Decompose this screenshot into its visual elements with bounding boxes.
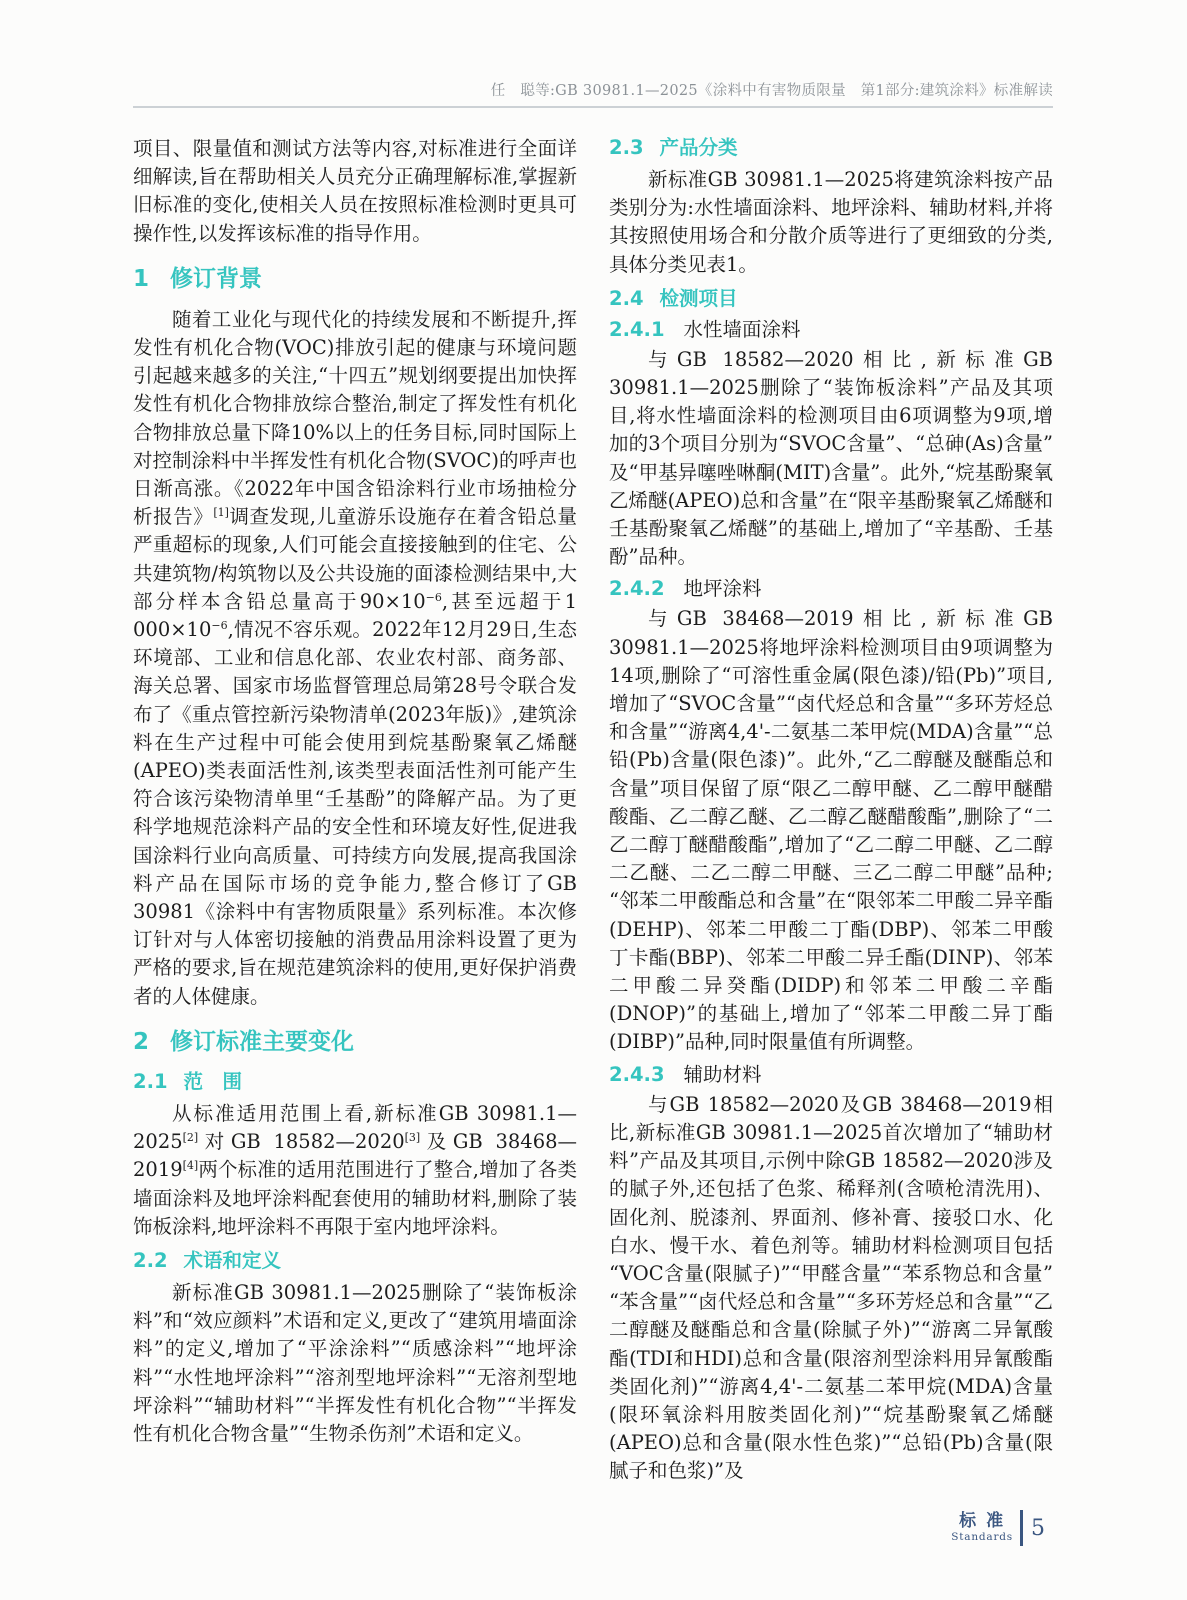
paragraph-text: 随着工业化与现代化的持续发展和不断提升,挥发性有机化合物(VOC)排放引起的健康与环境问题引起越来越多的关注,“十四五”规划纲要提出加快挥发性有机化合物排放综合整治,制定了挥发性有机化合物排放总量下降10%以上的任务目标,同时国际上对控制涂料中半挥发性有机化合物(SVOC)的呼声也日渐高涨。《2022年中国含铅涂料行业市场抽检分析报告》	[133, 307, 577, 529]
section-2-2-number: 2.2	[133, 1248, 168, 1272]
paragraph-text: ,甚至远超于1 000×10	[133, 589, 577, 642]
journal-name-cn: 标 准	[959, 1511, 1006, 1531]
exponent: −6	[211, 619, 228, 633]
section-2-1-heading	[133, 1069, 577, 1095]
section-1-number: 1	[133, 265, 150, 292]
section-2-4-2-title: 地坪涂料	[683, 577, 762, 601]
section-2-title: 修订标准主要变化	[170, 1028, 355, 1055]
paragraph-text: 两个标准的适用范围进行了整合,增加了各类墙面涂料及地坪涂料配套使用的辅助材料,删除了装饰板涂料,地坪涂料不再限于室内地坪涂料。	[133, 1158, 577, 1238]
paragraph-text: ,情况不容乐观。2022年12月29日,生态环境部、工业和信息化部、农业农村部、商务部、海关总署、国家市场监督管理总局第28号令联合发布了《重点管控新污染物清单(2023年版)》,建筑涂料在生产过程中可能会使用到烷基酚聚氧乙烯醚(APEO)类表面活性剂,该类型表面活性剂可能产生符合该污染物清单里“壬基酚”的降解产品。为了更科学地规范涂料产品的安全性和环境友好性,促进我国涂料行业向高质量、可持续方向发展,提高我国涂料产品在国际市场的竞争能力,整合修订了GB 30981《涂料中有害物质限量》系列标准。本次修订针对与人体密切接触的消费品用涂料设置了更为严格的要求,旨在规范建筑涂料的使用,更好保护消费者的人体健康。	[133, 618, 577, 1008]
paragraph-text: 对GB 18582—2020	[198, 1130, 405, 1154]
section-2-4-3-paragraph: 与GB 18582—2020及GB 38468—2019相比,新标准GB 30981.1—2025首次增加了“辅助材料”产品及其项目,示例中除GB 18582—2020涉及的腻子外,还包括了色浆、稀释剂(含喷枪清洗用)、固化剂、脱漆剂、界面剂、修补膏、接驳口水、化白水、慢干水、着色剂等。辅助材料检测项目包括“VOC含量(限腻子)”“甲醛含量”“苯系物总和含量”“苯含量”“卤代烃总和含量”“多环芳烃总和含量”“乙二醇醚及醚酯总和含量(除腻子外)”“游离二异氰酸酯(TDI和HDI)总和含量(限溶剂型涂料用异氰酸酯类固化剂)”“游离4,4'-二氨基二苯甲烷(MDA)含量(限环氧涂料用胺类固化剂)”“烷基酚聚氧乙烯醚(APEO)总和含量(限水性色浆)”“总铅(Pb)含量(限腻子和色浆)”及	[609, 1092, 1053, 1483]
exponent: −6	[425, 590, 442, 604]
journal-name-en: Standards	[951, 1531, 1013, 1543]
section-2-2-paragraph: 新标准GB 30981.1—2025删除了“装饰板涂料”和“效应颜料”术语和定义,更改了“建筑用墙面涂料”的定义,增加了“平涂涂料”“质感涂料”“地坪涂料”“水性地坪涂料”“溶剂型地坪涂料”“无溶剂型地坪涂料”“辅助材料”“半挥发性有机化合物”“半挥发性有机化合物含量”“生物杀伤剂”术语和定义。	[133, 1280, 577, 1445]
paragraph-text: 从标准适用范围上看,新标准GB 30981.1—2025	[133, 1101, 577, 1154]
section-1-title: 修订背景	[170, 265, 263, 292]
section-2-4-2-heading	[609, 576, 1053, 602]
section-2-3-number: 2.3	[609, 136, 644, 159]
citation-ref-4: [4]	[182, 1159, 199, 1173]
section-2-number: 2	[133, 1028, 150, 1055]
section-2-4-2-number: 2.4.2	[609, 577, 665, 601]
journal-mark	[951, 1512, 1013, 1544]
left-column	[133, 135, 577, 1448]
section-1-paragraph	[133, 306, 577, 1011]
right-column	[609, 135, 1053, 1486]
section-2-3-heading	[609, 135, 1053, 161]
section-2-4-3-title: 辅助材料	[683, 1062, 762, 1086]
section-2-1-title: 范 围	[183, 1069, 243, 1093]
citation-ref-3: [3]	[404, 1131, 421, 1145]
paragraph-text: 调查发现,儿童游乐设施存在着含铅总量严重超标的现象,人们可能会直接接触到的住宅、公共建筑物/构筑物以及公共设施的面漆检测结果中,大部分样本含铅总量高于90×10	[133, 505, 577, 613]
section-2-4-number: 2.4	[609, 286, 644, 310]
section-2-3-title: 产品分类	[659, 136, 738, 159]
section-2-4-title: 检测项目	[659, 286, 738, 310]
paragraph-text: 及GB 38468—2019	[133, 1130, 578, 1182]
section-2-4-1-paragraph: 与GB 18582—2020相比,新标准GB 30981.1—2025删除了“装饰板涂料”产品及其项目,将水性墙面涂料的检测项目由6项调整为9项,增加的3个项目分别为“SVOC含量”、“总砷(As)含量”及“甲基异噻唑啉酮(MIT)含量”。此外,“烷基酚聚氧乙烯醚(APEO)总和含量”在“限辛基酚聚氧乙烯醚和壬基酚聚氧乙烯醚”的基础上,增加了“辛基酚、壬基酚”品种。	[609, 347, 1053, 569]
section-2-4-heading	[609, 286, 1053, 312]
section-2-4-1-title: 水性墙面涂料	[683, 317, 801, 341]
section-2-4-1-number: 2.4.1	[609, 317, 665, 341]
citation-ref-1: [1]	[213, 506, 229, 520]
section-2-4-1-heading	[609, 317, 1053, 343]
header-rule	[133, 106, 1053, 108]
section-2-4-3-number: 2.4.3	[609, 1062, 665, 1086]
page-footer	[951, 1510, 1045, 1546]
footer-divider	[1020, 1510, 1023, 1546]
section-2-4-3-heading	[609, 1062, 1053, 1088]
section-2-3-paragraph: 新标准GB 30981.1—2025将建筑涂料按产品类别分为:水性墙面涂料、地坪涂料、辅助材料,并将其按照使用场合和分散介质等进行了更细致的分类,具体分类见表1。	[609, 168, 1053, 276]
section-2-2-heading	[133, 1248, 577, 1274]
section-2-1-paragraph	[133, 1100, 577, 1241]
running-header: 任 聪等:GB 30981.1—2025《涂料中有害物质限量 第1部分:建筑涂料》标准解读	[490, 83, 1053, 99]
section-2-heading	[133, 1027, 577, 1057]
section-2-2-title: 术语和定义	[183, 1248, 282, 1272]
intro-paragraph: 项目、限量值和测试方法等内容,对标准进行全面详细解读,旨在帮助相关人员充分正确理解标准,掌握新旧标准的变化,使相关人员在按照标准检测时更具可操作性,以发挥该标准的指导作用。	[133, 137, 577, 245]
page-number: 5	[1031, 1515, 1045, 1541]
section-2-1-number: 2.1	[133, 1069, 168, 1093]
citation-ref-2: [2]	[182, 1131, 199, 1145]
section-1-heading	[133, 264, 577, 294]
section-2-4-2-paragraph: 与GB 38468—2019相比,新标准GB 30981.1—2025将地坪涂料检测项目由9项调整为14项,删除了“可溶性重金属(限色漆)/铅(Pb)”项目,增加了“SVOC含量”“卤代烃总和含量”“多环芳烃总和含量”“游离4,4'-二氨基二苯甲烷(MDA)含量”“总铅(Pb)含量(限色漆)”。此外,“乙二醇醚及醚酯总和含量”项目保留了原“限乙二醇甲醚、乙二醇甲醚醋酸酯、乙二醇乙醚、乙二醇乙醚醋酸酯”,删除了“二乙二醇丁醚醋酸酯”,增加了“乙二醇二甲醚、乙二醇二乙醚、二乙二醇二甲醚、三乙二醇二甲醚”品种;“邻苯二甲酸酯总和含量”在“限邻苯二甲酸二异辛酯(DEHP)、邻苯二甲酸二丁酯(DBP)、邻苯二甲酸丁卡酯(BBP)、邻苯二甲酸二异壬酯(DINP)、邻苯二甲酸二异癸酯(DIDP)和邻苯二甲酸二辛酯(DNOP)”的基础上,增加了“邻苯二甲酸二异丁酯(DIBP)”品种,同时限量值有所调整。	[609, 607, 1053, 1054]
